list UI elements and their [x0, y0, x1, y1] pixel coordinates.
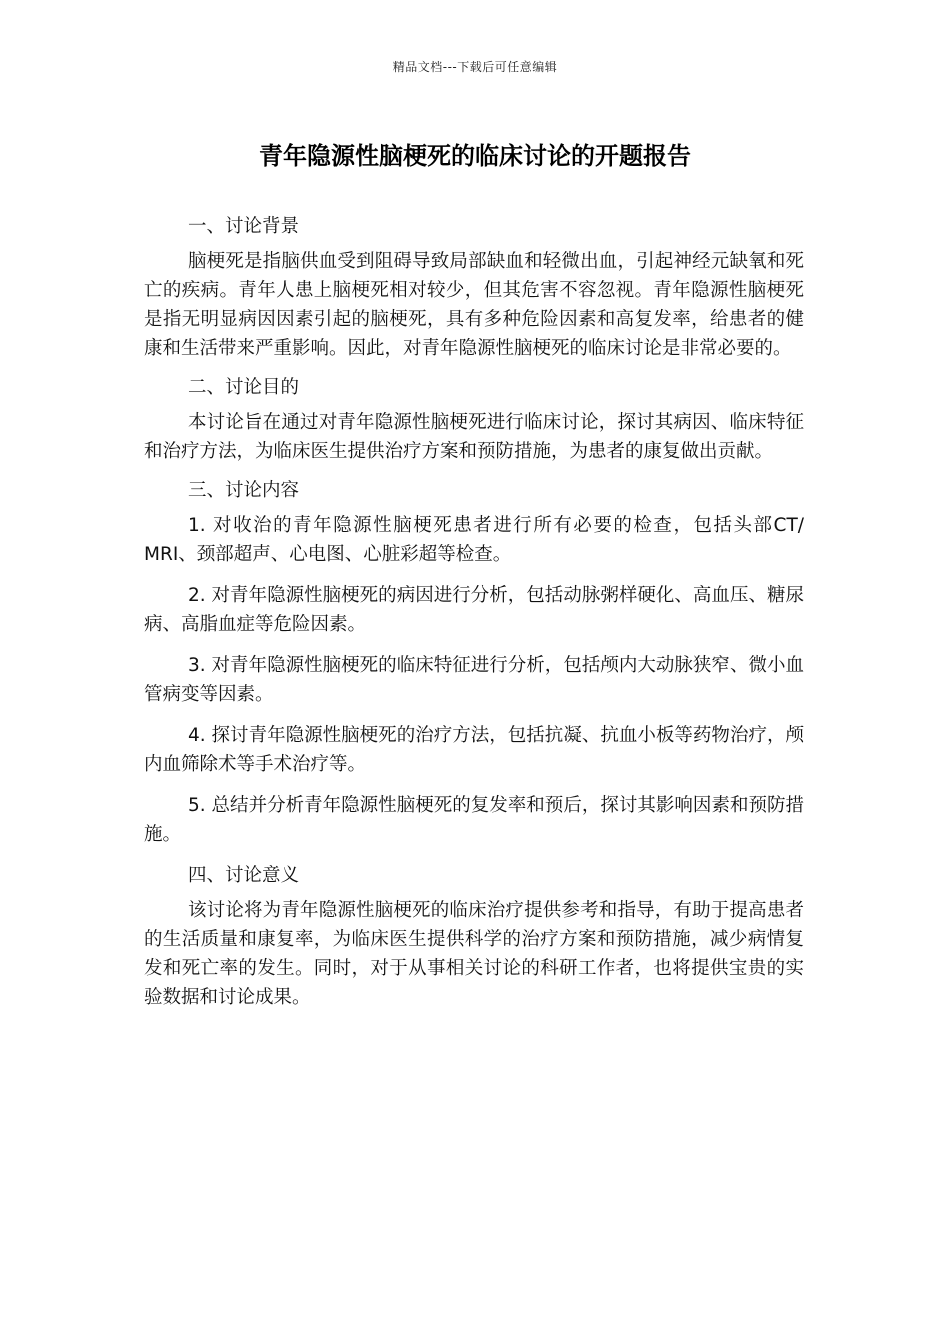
list-item: 2. 对青年隐源性脑梗死的病因进行分析，包括动脉粥样硬化、高血压、糖尿病、高脂血症等危险因素。: [144, 585, 804, 635]
paragraph: 脑梗死是指脑供血受到阻碍导致局部缺血和轻微出血，引起神经元缺氧和死亡的疾病。青年人患上脑梗死相对较少，但其危害不容忽视。青年隐源性脑梗死是指无明显病因因素引起的脑梗死，具有多种危险因素和高复发率，给患者的健康和生活带来严重影响。因此，对青年隐源性脑梗死的临床讨论是非常必要的。: [144, 251, 804, 359]
list-item: 1. 对收治的青年隐源性脑梗死患者进行所有必要的检查，包括头部CT/ MRI、颈部超声、心电图、心脏彩超等检查。: [144, 515, 804, 565]
section-heading-content: 三、讨论内容: [188, 480, 300, 501]
document-body: [144, 212, 804, 1022]
list-item: 3. 对青年隐源性脑梗死的临床特征进行分析，包括颅内大动脉狭窄、微小血管病变等因素。: [144, 655, 804, 705]
list-item: 4. 探讨青年隐源性脑梗死的治疗方法，包括抗凝、抗血小板等药物治疗，颅内血筛除术等手术治疗等。: [144, 725, 804, 775]
list-item: 5. 总结并分析青年隐源性脑梗死的复发率和预后，探讨其影响因素和预防措施。: [144, 795, 804, 845]
section-heading-purpose: 二、讨论目的: [188, 377, 300, 398]
paragraph: 本讨论旨在通过对青年隐源性脑梗死进行临床讨论，探讨其病因、临床特征和治疗方法，为临床医生提供治疗方案和预防措施，为患者的康复做出贡献。: [144, 412, 804, 462]
header-note: 精品文档---下载后可任意编辑: [392, 60, 558, 74]
paragraph: 该讨论将为青年隐源性脑梗死的临床治疗提供参考和指导，有助于提高患者的生活质量和康复率，为临床医生提供科学的治疗方案和预防措施，减少病情复发和死亡率的发生。同时，对于从事相关讨论的科研工作者，也将提供宝贵的实验数据和讨论成果。: [144, 900, 804, 1008]
document-title: 青年隐源性脑梗死的临床讨论的开题报告: [259, 142, 691, 170]
section-heading-significance: 四、讨论意义: [188, 865, 300, 886]
section-heading-background: 一、讨论背景: [188, 216, 300, 237]
